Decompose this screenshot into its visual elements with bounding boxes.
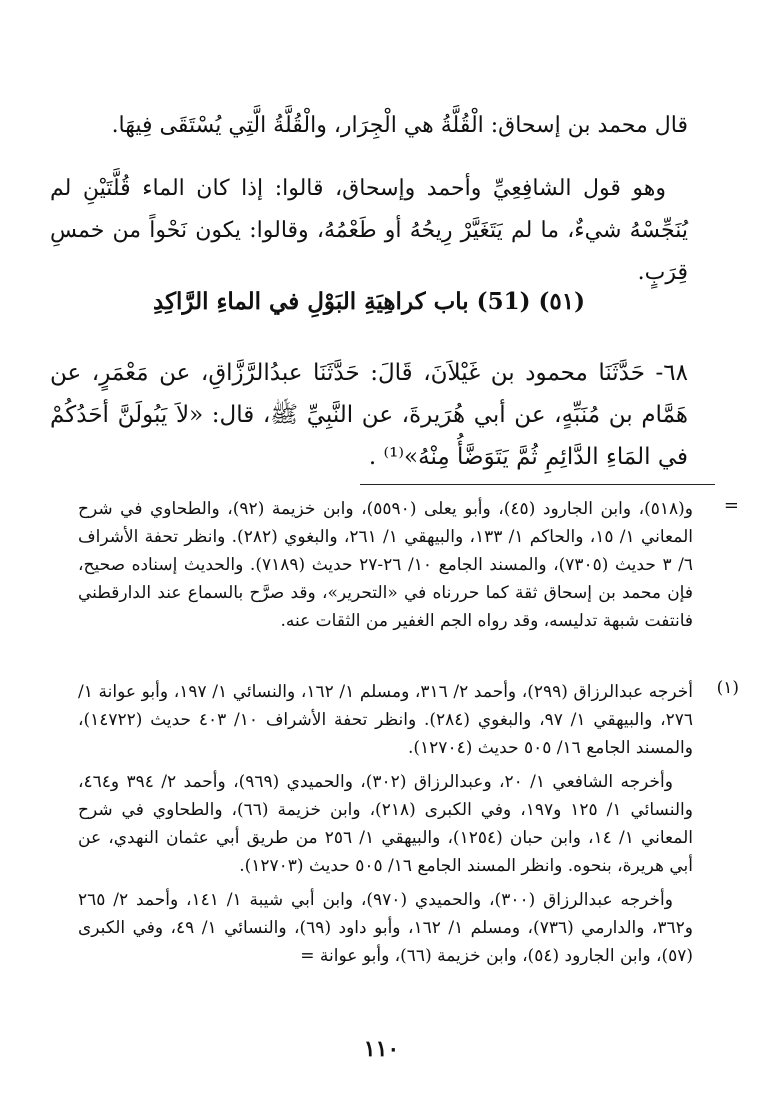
chapter-heading: (٥١) (51) باب كراهِيَةِ البَوْلِ في الماءِ الرَّاكِدِ [153, 288, 585, 315]
footnote-separator [360, 484, 715, 485]
footnote-continuation: و(٥١٨)، وابن الجارود (٤٥)، وأبو يعلى (٥٥٩٠)، وابن خزيمة (٩٢)، والطحاوي في شرح المعاني ١/ ١٥، والحاكم ١/ ١٣٣، والبيهقي ١/ ٢٦١، والبغوي (٢٨٢). وانظر تحفة الأشراف ٦/ ٣ حديث (٧٣٠٥)، والمسند الجامع ١٠/ ٢٦-٢٧ حديث (٧١٨٩). والحديث إسناده صحيح، فإن محمد بن إسحاق ثقة كما حررناه في «التحرير»، وقد صرَّح بالسماع عند الدارقطني فانتفت شبهة تدليسه، وقد رواه الجم الغفير من الثقات عنه. [78, 499, 694, 631]
paragraph-qulla-definition: قال محمد بن إسحاق: الْقُلَّةُ هي الْجِرَار، والْقُلَّةُ الَّتِي يُسْتَقَى فِيهَا. [111, 113, 688, 138]
footnote-1-paragraph: وأخرجه عبدالرزاق (٣٠٠)، والحميدي (٩٧٠)، وابن أبي شيبة ١/ ١٤١، وأحمد ٢/ ٢٦٥ و٣٦٢، والدارمي (٧٣٦)، ومسلم ١/ ١٦٢، وأبو داود (٦٩)، والنسائي ١/ ٤٩، وفي الكبرى (٥٧)، وابن الجارود (٥٤)، وابن خزيمة (٦٦)، وأبو عوانة = [78, 890, 694, 966]
footnote-1-number: (١) [716, 678, 739, 698]
hadith-68-text: ٦٨- حَدَّثَنَا محمود بن غَيْلاَنَ، قَالَ: حَدَّثَنَا عبدُالرَّزَّاقِ، عن مَعْمَرٍ، عن هَمَّام بن مُنَبِّهٍ، عن أبي هُرَيرةَ، عن النَّبِيِّ ﷺ، قال: «لاَ يَبُولَنَّ أحَدُكُمْ في المَاءِ الدَّائِمِ ثُمَّ يَتَوَضَّأُ مِنْهُ»⁽¹⁾ . [50, 360, 688, 470]
page-number: ١١٠ [363, 1036, 400, 1062]
paragraph-scholars-opinion: وهو قول الشافِعِيِّ وأحمد وإسحاق، قالوا: إذا كان الماء قُلَّتَيْنِ لم يُنَجِّسْهُ شيءٌ، ما لم يَتَغَيَّرْ رِيحُهُ أو طَعْمُهُ، وقالوا: يكون نَحْواً من خمسِ قِرَبٍ. [50, 176, 688, 285]
footnote-1-paragraph: أخرجه عبدالرزاق (٢٩٩)، وأحمد ٢/ ٣١٦، ومسلم ١/ ١٦٢، والنسائي ١/ ١٩٧، وأبو عوانة ١/ ٢٧٦، والبيهقي ١/ ٩٧، والبغوي (٢٨٤). وانظر تحفة الأشراف ١٠/ ٤٠٣ حديث (١٤٧٢٢)، والمسند الجامع ١٦/ ٥٠٥ حديث (١٢٧٠٤). [78, 682, 694, 758]
footnote-1-paragraph: وأخرجه الشافعي ١/ ٢٠، وعبدالرزاق (٣٠٢)، والحميدي (٩٦٩)، وأحمد ٢/ ٣٩٤ و٤٦٤، والنسائي ١/ ١٢٥ و١٩٧، وفي الكبرى (٢١٨)، وابن خزيمة (٦٦)، والطحاوي في شرح المعاني ١/ ١٤، وابن حبان (١٢٥٤)، والبيهقي ١/ ٢٥٦ من طريق أبي عثمان النهدي، عن أبي هريرة، بنحوه. وانظر المسند الجامع ١٦/ ٥٠٥ حديث (١٢٧٠٣). [78, 772, 693, 876]
footnote-1 [78, 678, 693, 976]
footnote-continuation-marker: = [723, 495, 739, 516]
